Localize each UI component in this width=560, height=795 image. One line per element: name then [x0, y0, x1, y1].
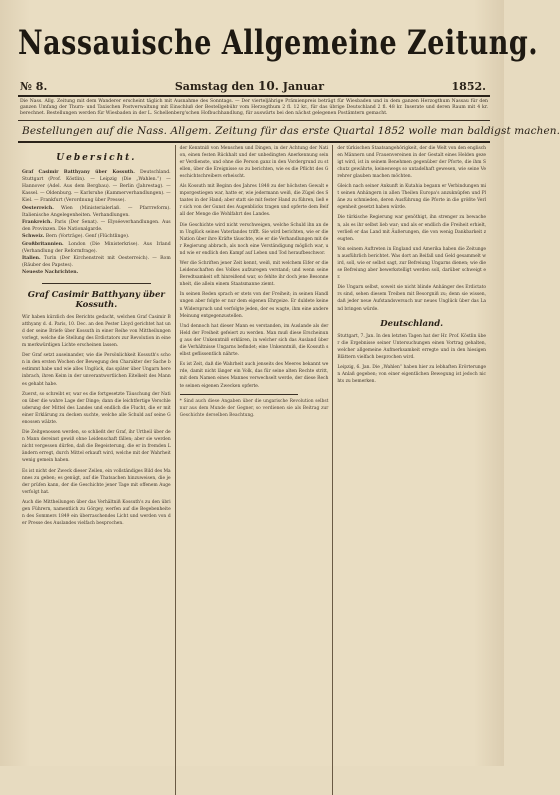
- article-title: Graf Casimir Batthyany über Kossuth.: [27, 289, 165, 310]
- issue-weekday: Samstag den: [174, 80, 255, 93]
- issue-date: [175, 79, 324, 93]
- overview-item: Großbritannien. London (Die Ministerkrise). Aus Irland (Verhandlung der Reformfrage).: [22, 241, 171, 254]
- dateline: [18, 77, 490, 95]
- article-paragraph: Von seinem Auftreten in England und Amerika haben die Zeitungen ausführlich berichtet. Was dort an Beifall und Geld gesammelt wird, soll, wie er selbst sagt, zur Befreiung Ungarns dienen; wie diese Befreiung aber bewerkstelligt werden soll, darüber schweigt er.: [337, 246, 487, 281]
- article-paragraph: Und dennoch hat dieser Mann es verstanden, im Auslande als der Held der Freiheit gefeiert zu werden. Man muß diese Erscheinung aus der Unkenntniß erklären, in welcher sich das Ausland über die Verhältnisse Ungarns befindet; eine Unkenntniß, die Kossuth selbst geflissentlich nährte.: [179, 323, 329, 358]
- subscription-banner: Bestellungen auf die Nass. Allgem. Zeitung für das erste Quartal 1852 wolle man baldigst machen.: [22, 124, 560, 137]
- article-paragraph: Auch die Mittheilungen über das Verhältniß Kossuth's zu den übrigen Führern, namentlich zu Görgey, werfen auf die Begebenheiten des Sommers 1849 ein überraschendes Licht und werden von der Presse des Auslandes vielfach besprochen.: [22, 499, 171, 527]
- article-paragraph: Es ist Zeit, daß die Wahrheit auch jenseits des Meeres bekannt werde, damit nicht länger ein Volk, das für seine alten Rechte stritt, mit dem Namen eines Mannes verwechselt werde, der diese Rechte seinen eigenen Zwecken opferte.: [179, 362, 329, 389]
- column-1: [18, 145, 175, 795]
- masthead-title: Nassauische Allgemeine Zeitung.: [18, 24, 539, 63]
- article-paragraph: Wer die Schriften jener Zeit kennt, weiß, mit welchem Eifer er die Leidenschaften des Volkes aufzuregen verstand; und wenn seine Beredtsamkeit oft hinreißend war, so fehlte ihr doch jene Besonnenheit, die allein einem Staatsmanne ziemt.: [179, 261, 329, 288]
- article-paragraph: Der Graf setzt auseinander, wie die Persönlichkeit Kossuth's schon in den ersten Wochen der Bewegung den Charakter der Sache bestimmt habe und wie alles Unglück, das später über Ungarn hereinbrach, ihren Keim in der unverantwortlichen Eitelkeit des Mannes gehabt habe.: [22, 353, 171, 387]
- footnote-rule: [180, 394, 299, 395]
- dispatch-paragraph: Stuttgart, 7. Jan. In den letzten Tagen hat der Hr. Prof. Köstlin über die Ergebnisse seiner Untersuchungen einen Vortrag gehalten, welcher allgemeine Aufmerksamkeit erregte und in den hiesigen Blättern vielfach besprochen wird.: [337, 333, 487, 360]
- issue-year: 1852.: [451, 80, 486, 93]
- article-paragraph: der türkischen Staatsangehörigkeit, der die Welt von den englischen Männern und Frauenvereinen in der Gestalt eines Helden gezeigt wird, ist in seinem Benehmen gegenüber der Pforte, die ihm Schutz gewährte, keineswegs so untadelhaft gewesen, wie seine Verehrer glauben machen möchten.: [337, 145, 487, 179]
- article-paragraph: Die türkische Regierung war genöthigt, ihn strenger zu bewachen, als es ihr selbst lieb war; und als er endlich die Freiheit erhielt, verließ er das Land mit Äußerungen, die von wenig Dankbarkeit zeugten.: [337, 215, 487, 242]
- issue-number: № 8.: [20, 80, 48, 93]
- article-paragraph: Die Ungarn selbst, soweit sie nicht blinde Anhänger des Erdictators sind, sehen diesem Treiben mit Besorgniß zu; denn sie wissen, daß jeder neue Aufstandsversuch nur neues Unglück über das Land bringen würde.: [337, 285, 487, 312]
- overview-rule: [42, 283, 151, 284]
- column-3: [332, 145, 490, 795]
- overview-item: Schweiz. Bern (Vorträge). Genf (Flüchtlinge).: [22, 234, 130, 240]
- issue-day: 10.: [258, 79, 279, 93]
- footnote: * Sind auch diese Angaben über die ungarische Revolution selbst nur aus dem Munde der Gegner, so verdienen sie als Beitrag zur Geschichte derselben Beachtung.: [179, 398, 329, 418]
- subscription-notice: Die Nass. Allg. Zeitung mit dem Wanderer erscheint täglich mit Ausnahme des Sonntags. — Der vierteljährige Prämienpreis beträgt für Wiesbaden und in dem ganzen Herzogthum Nassau für den ganzen Umfang der Thurn- und Taxischen Postverwaltung mit Einschluß der Bestellgebühr vom Herzogthum 2 fl. 12 kr., für das übrige Deutschland 2 fl. 48 kr. Inserate und deren Raum mit 4 kr. berechnet. Bestellungen werden für Wiesbaden in der L. Schellenberg'schen Hofbuchhandlung, für auswärts bei den nächst gelegenen Postämtern gemacht.: [20, 99, 488, 117]
- article-paragraph: Die Geschichte wird nicht verschweigen, welche Schuld ihn an dem Unglück seines Vaterlandes trifft. Sie wird berichten, wie er die Nation über ihre Kräfte täuschte, wie er die Verhandlungen mit der Regierung abbrach, als noch eine Verständigung möglich war, und wie er endlich den Kampf auf Leben und Tod heraufbeschwor.: [179, 222, 329, 256]
- overview-item: Neueste Nachrichten.: [22, 270, 79, 276]
- overview-heading: Uebersicht.: [56, 152, 137, 163]
- article-paragraph: Es ist nicht der Zweck dieser Zeilen, ein vollständiges Bild des Mannes zu geben; es genügt, auf die Thatsachen hinzuweisen, die jeder prüfen kann, der die Geschichte jener Tage mit offenem Auge verfolgt hat.: [22, 468, 171, 495]
- overview-item: Oesterreich. Wien (Ministerialerlaß. — Pfarrreform). Italienische Angelegenheiten. Verhandlungen.: [22, 205, 171, 218]
- overview-item: Italien. Turin (Der Kirchenstreit mit Oesterreich). — Rom (Räuber des Papstes).: [22, 256, 171, 269]
- article-paragraph: Wir haben kürzlich des Berichts gedacht, welchen Graf Casimir Batthyany d. d. Paris, 10. Dec. an den Pester Lloyd gerichtet hat und der seine Briefe über Kossuth in einer Reihe von Mittheilungen vorlegt, welche die Stellung des Erdictators zur Revolution in einem merkwürdigen Lichte erscheinen lassen.: [22, 314, 171, 349]
- banner-rule: [18, 141, 490, 143]
- overview-item: Graf Casimir Batthyany über Kossuth. Deutschland. Stuttgart (Prof. Köstlin). — Leipzig (Die „Wahlen.“) — Hannover (Adel. Aus dem Bergbau). — Berlin (Jahrestag). — Kassel. — Oldenburg. — Karlsruhe (Kammerverhandlungen). — Kiel. — Frankfurt (Verordnung über Presse).: [22, 169, 171, 204]
- columns: [18, 145, 490, 795]
- dispatch-paragraph: Leipzig, 6. Jan. Die „Wahlen“ haben hier zu lebhaften Erörterungen Anlaß gegeben; von einer eigentlichen Bewegung ist jedoch nichts zu bemerken.: [337, 365, 487, 385]
- article-paragraph: Als Kossuth mit Beginn des Jahres 1848 zu der höchsten Gewalt emporgestiegen war, hatte er, wie jedermann weiß, die Zügel des Staates in der Hand; aber statt sie mit fester Hand zu führen, ließ er sich von der Gunst des Augenblicks tragen und opferte dem Beifall der Menge die Wohlfahrt des Landes.: [179, 184, 329, 218]
- article-paragraph: Gleich nach seiner Ankunft in Kutahia begann er Verbindungen mit seinen Anhängern in allen Theilen Europa's anzuknüpfen und Pläne zu schmieden, deren Ausführung die Pforte in die größte Verlegenheit gesetzt haben würde.: [337, 184, 487, 211]
- article-paragraph: In seinen Reden sprach er stets von der Freiheit; in seinen Handlungen aber folgte er nur dem eigenen Ehrgeize. Er duldete keinen Widerspruch und verfolgte jeden, der es wagte, ihm eine andere Meinung entgegenzustellen.: [179, 292, 329, 319]
- section-heading-deutschland: Deutschland.: [380, 318, 444, 329]
- article-paragraph: Zuerst, so schreibt er, war es die fortgesetzte Täuschung der Nation über die wahre Lage der Dinge; dann die leichtfertige Verschleuderung der Mittel des Landes und endlich die Flucht, die er mit einer Erklärung zu decken suchte, welche alle Schuld auf seine Genossen wälzte.: [22, 391, 171, 425]
- overview-item: Frankreich. Paris (Der Senat). — Elyséeverhandlungen. Aus den Provinzen. Die Nationalgarde.: [22, 220, 171, 233]
- article-paragraph: Die Zeitgenossen werden, so schließt der Graf, ihr Urtheil über den Mann dereinst gewiß ohne Leidenschaft fällen; aber sie werden nicht vergessen dürfen, daß die Begeisterung, die er in fremden Ländern erregt, durch Mittel erkauft wird, welche mit der Wahrheit wenig gemein haben.: [22, 430, 171, 464]
- issue-month: Januar: [282, 80, 324, 93]
- overview-list: [22, 169, 171, 277]
- article-paragraph: der Kenntniß von Menschen und Dingen, in der Achtung der Nation, einen festen Rückhalt und der unbedingten Anerkennung seiner Verdienste, und ohne die Person ganz in den Vordergrund zu stellen, über die Ereignisse so zu berichten, wie es die Pflicht des Geschichtschreibers erheischt.: [179, 145, 329, 179]
- column-2: [175, 145, 333, 795]
